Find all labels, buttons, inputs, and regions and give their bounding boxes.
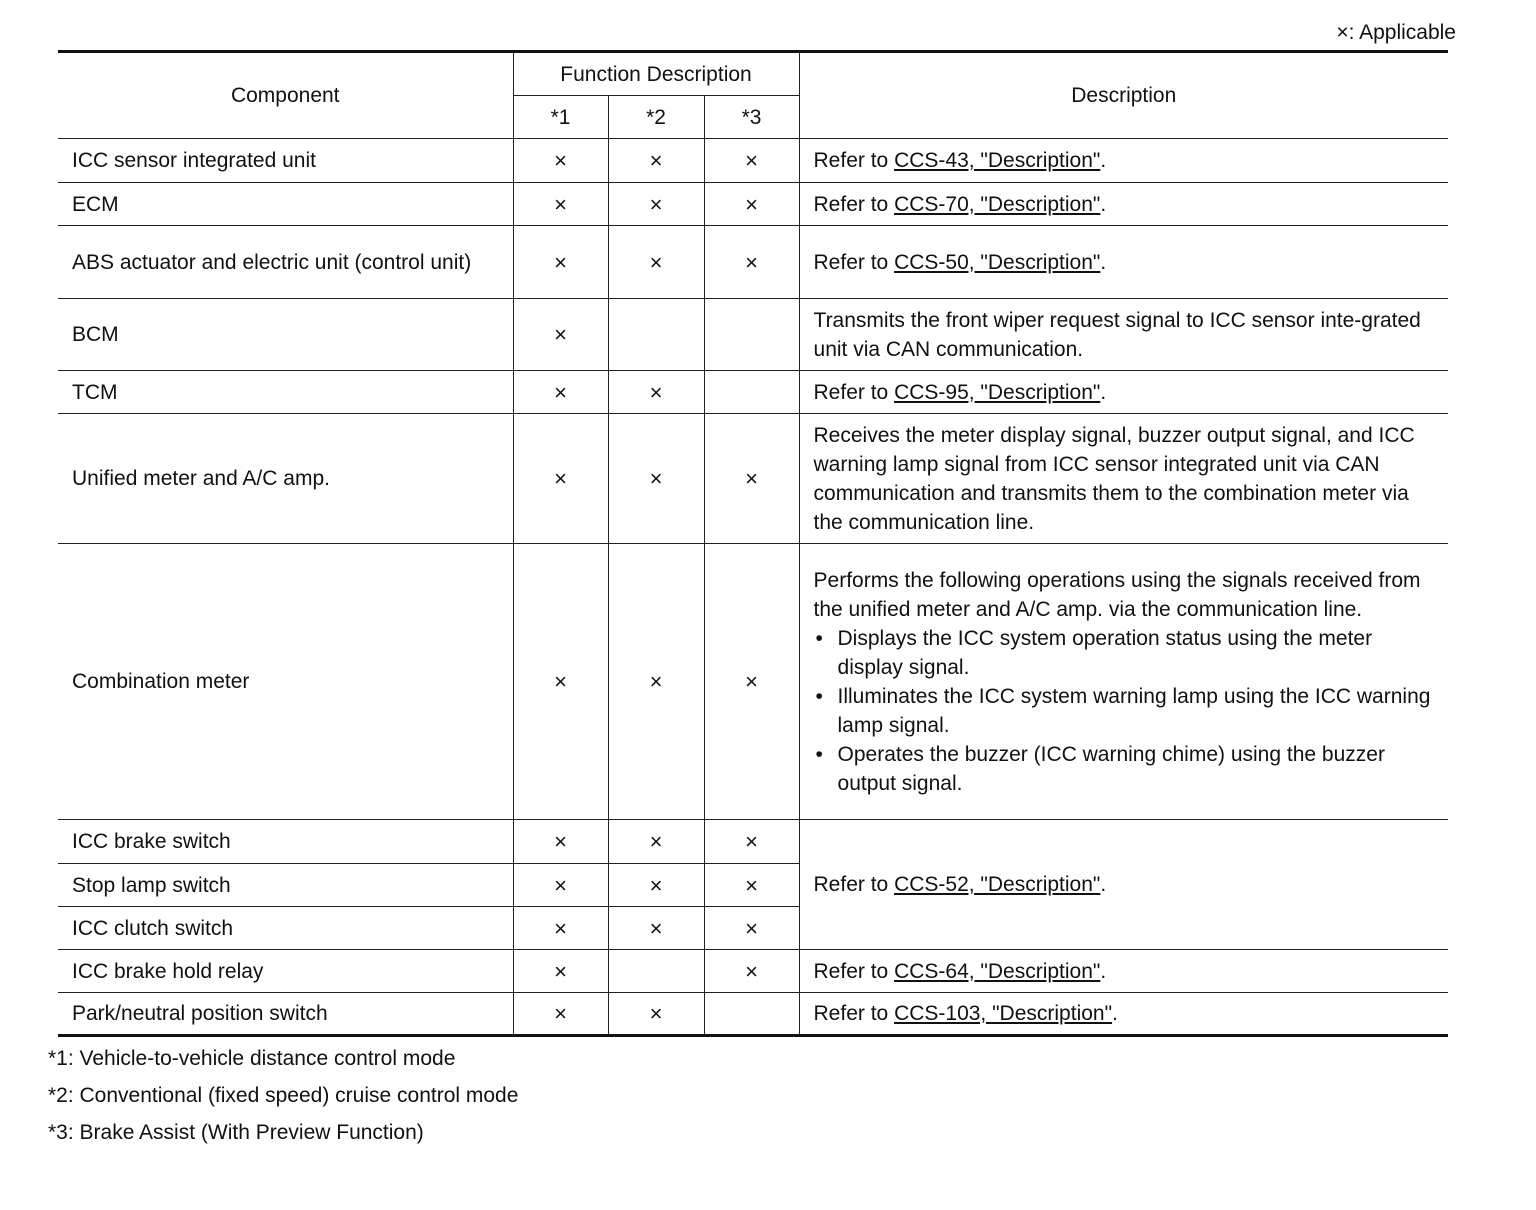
component-cell: Combination meter [58, 544, 513, 820]
reference-link[interactable]: CCS-70, "Description" [894, 192, 1101, 216]
component-cell: Stop lamp switch [58, 864, 513, 907]
header-col-1: *1 [513, 96, 608, 139]
applicable-mark-col-3: × [704, 950, 799, 993]
applicable-mark-col-2: × [608, 139, 704, 183]
refer-suffix: . [1100, 873, 1107, 896]
header-function-description: Function Description [513, 52, 799, 96]
applicable-mark-col-3: × [704, 544, 799, 820]
component-cell: ICC sensor integrated unit [58, 139, 513, 183]
applicable-mark-col-1: × [513, 864, 608, 907]
header-component: Component [58, 52, 513, 139]
refer-suffix: . [1100, 250, 1107, 274]
footnote: *1: Vehicle-to-vehicle distance control mode [48, 1047, 456, 1070]
refer-suffix: . [1100, 149, 1107, 172]
applicable-mark-col-2: × [608, 907, 704, 950]
table-row [58, 414, 1448, 544]
table-row [58, 820, 1448, 864]
header-description: Description [799, 52, 1448, 139]
refer-text: Refer to [813, 959, 895, 983]
description-cell [799, 414, 1448, 544]
description-cell [799, 299, 1448, 371]
description-cell [799, 993, 1448, 1036]
applicable-mark-col-1: × [513, 414, 608, 544]
applicable-mark-col-2 [608, 950, 704, 993]
reference-link[interactable]: CCS-52, "Description" [894, 873, 1101, 896]
applicable-mark-col-2: × [608, 414, 704, 544]
applicable-mark-col-3: × [704, 907, 799, 950]
description-cell [799, 371, 1448, 414]
table-row [58, 139, 1448, 183]
refer-suffix: . [1112, 1002, 1118, 1025]
description-cell [799, 139, 1448, 183]
bullet-list [814, 624, 1435, 798]
component-cell: Park/neutral position switch [58, 993, 513, 1036]
description-cell [799, 544, 1448, 820]
refer-text: Refer to [813, 380, 895, 404]
table-body [58, 139, 1448, 1036]
applicable-mark-col-2: × [608, 183, 704, 226]
description-cell [799, 183, 1448, 226]
reference-link[interactable]: CCS-50, "Description" [894, 250, 1101, 274]
table-row [58, 226, 1448, 299]
bullet-item: • Displays the ICC system operation status using the meter display signal. [814, 624, 1435, 682]
table-row [58, 183, 1448, 226]
footnote: *3: Brake Assist (With Preview Function) [48, 1121, 424, 1144]
applicable-mark-col-2: × [608, 864, 704, 907]
applicable-mark-col-1: × [513, 139, 608, 183]
applicable-legend: ×: Applicable [1336, 21, 1456, 44]
applicable-mark-col-1: × [513, 226, 608, 299]
component-cell: ICC brake switch [58, 820, 513, 864]
component-cell: ECM [58, 183, 513, 226]
applicable-mark-col-1: × [513, 907, 608, 950]
applicable-mark-col-1: × [513, 299, 608, 371]
bullet-item: • Illuminates the ICC system warning lamp using the ICC warning lamp signal. [814, 682, 1435, 740]
table-row [58, 544, 1448, 820]
table-row [58, 371, 1448, 414]
reference-link[interactable]: CCS-43, "Description" [894, 149, 1101, 172]
applicable-mark-col-3: × [704, 820, 799, 864]
applicable-mark-col-3: × [704, 226, 799, 299]
table-row [58, 993, 1448, 1036]
applicable-mark-col-1: × [513, 544, 608, 820]
reference-link[interactable]: CCS-103, "Description" [894, 1002, 1113, 1025]
refer-text: Refer to [813, 149, 895, 172]
refer-suffix: . [1100, 959, 1107, 983]
refer-text: Refer to [813, 250, 895, 274]
applicable-mark-col-2: × [608, 820, 704, 864]
applicable-mark-col-2: × [608, 544, 704, 820]
component-cell: ICC clutch switch [58, 907, 513, 950]
applicable-mark-col-1: × [513, 993, 608, 1036]
header-col-2: *2 [608, 96, 704, 139]
description-text: Receives the meter display signal, buzzer output signal, and ICC warning lamp signal from ICC sensor integrated unit via CAN communication and transmits them to the combination meter via the communication line. [813, 423, 1415, 534]
table-row [58, 299, 1448, 371]
refer-text: Refer to [813, 1002, 895, 1025]
component-cell: ABS actuator and electric unit (control unit) [58, 226, 513, 299]
applicable-mark-col-2: × [608, 371, 704, 414]
applicable-mark-col-2 [608, 299, 704, 371]
applicable-mark-col-3: × [704, 139, 799, 183]
table-row [58, 950, 1448, 993]
applicable-mark-col-1: × [513, 950, 608, 993]
refer-suffix: . [1100, 192, 1107, 216]
applicable-mark-col-1: × [513, 371, 608, 414]
footnote: *2: Conventional (fixed speed) cruise control mode [48, 1084, 519, 1107]
component-cell: BCM [58, 299, 513, 371]
applicable-mark-col-3: × [704, 414, 799, 544]
component-table [58, 50, 1448, 1037]
applicable-mark-col-1: × [513, 820, 608, 864]
footnotes [48, 1042, 518, 1153]
applicable-mark-col-3: × [704, 864, 799, 907]
applicable-mark-col-2: × [608, 226, 704, 299]
applicable-mark-col-3: × [704, 183, 799, 226]
applicable-mark-col-3 [704, 299, 799, 371]
applicable-mark-col-1: × [513, 183, 608, 226]
component-cell: TCM [58, 371, 513, 414]
description-cell [799, 820, 1448, 950]
description-text: Performs the following operations using the signals received from the unified meter and A/C amp. via the communication line. [813, 568, 1421, 621]
component-cell: ICC brake hold relay [58, 950, 513, 993]
applicable-mark-col-3 [704, 371, 799, 414]
description-cell [799, 950, 1448, 993]
bullet-item: • Operates the buzzer (ICC warning chime) using the buzzer output signal. [814, 740, 1435, 798]
reference-link[interactable]: CCS-95, "Description" [894, 380, 1101, 404]
description-text: Transmits the front wiper request signal to ICC sensor inte-grated unit via CAN communication. [813, 308, 1421, 361]
component-cell: Unified meter and A/C amp. [58, 414, 513, 544]
refer-suffix: . [1100, 380, 1107, 404]
refer-text: Refer to [813, 873, 895, 896]
applicable-mark-col-3 [704, 993, 799, 1036]
refer-text: Refer to [813, 192, 895, 216]
header-col-3: *3 [704, 96, 799, 139]
applicable-mark-col-2: × [608, 993, 704, 1036]
description-cell [799, 226, 1448, 299]
reference-link[interactable]: CCS-64, "Description" [894, 959, 1101, 983]
